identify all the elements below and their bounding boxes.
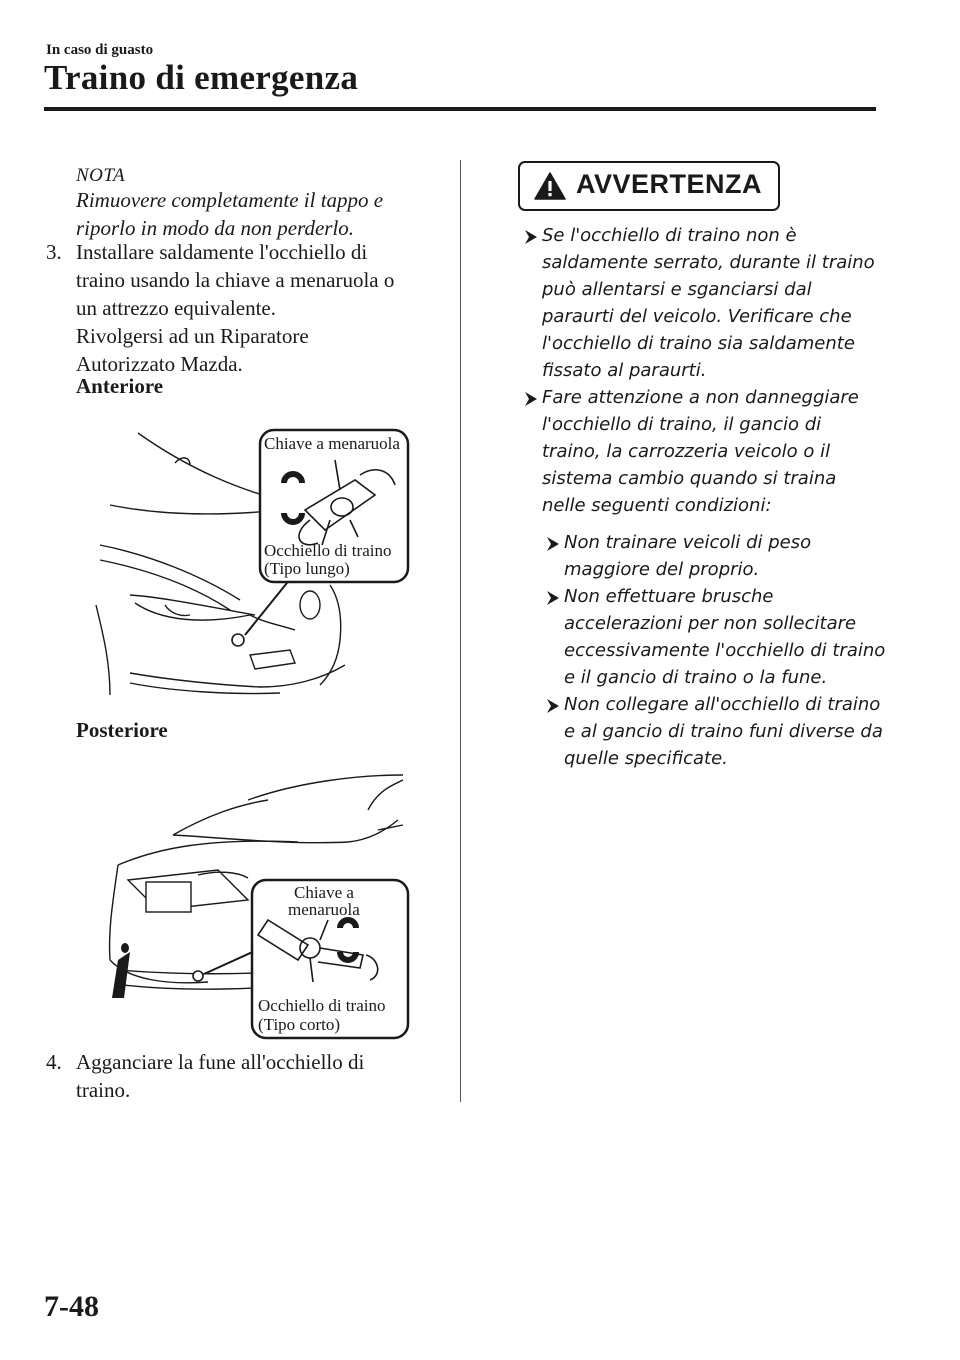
- bullet-line: traino, la carrozzeria veicolo o il: [542, 441, 831, 462]
- bullet-line: Fare attenzione a non danneggiare: [542, 387, 859, 408]
- step-number: 4.: [46, 1050, 62, 1074]
- note-line: riporlo in modo da non perderlo.: [76, 216, 355, 240]
- note-text: [76, 186, 383, 242]
- step-line: traino usando la chiave a menaruola o: [76, 268, 395, 292]
- note-heading: NOTA: [76, 165, 126, 186]
- step-line: Rivolgersi ad un Riparatore: [76, 324, 309, 348]
- callout-eye-type: (Tipo lungo): [264, 559, 350, 578]
- note-line: Rimuovere completamente il tappo e: [76, 188, 384, 212]
- arrow-bullet-icon: [546, 536, 560, 552]
- arrow-bullet-icon: [546, 698, 560, 714]
- left-column: [0, 0, 460, 1360]
- warning-header: [518, 161, 780, 211]
- callout-eye-type: (Tipo corto): [258, 1015, 341, 1034]
- rear-label: Posteriore: [76, 718, 168, 742]
- step-text: [76, 238, 394, 378]
- callout-wrench-1: Chiave a: [294, 883, 354, 902]
- bullet-line: maggiore del proprio.: [564, 559, 760, 580]
- step-line: Installare saldamente l'occhiello di: [76, 240, 368, 264]
- column-divider: [460, 160, 461, 1102]
- arrow-bullet-icon: [524, 229, 538, 245]
- bullet-line: Non trainare veicoli di peso: [564, 532, 812, 553]
- warning-sub-bullet: [564, 691, 883, 772]
- callout-eye: Occhiello di traino: [258, 996, 386, 1015]
- warning-triangle-icon: [534, 171, 566, 201]
- bullet-line: accelerazioni per non sollecitare: [564, 613, 857, 634]
- warning-title: AVVERTENZA: [576, 169, 763, 199]
- arrow-bullet-icon: [546, 590, 560, 606]
- step-line: Autorizzato Mazda.: [76, 352, 243, 376]
- bullet-line: l'occhiello di traino, il gancio di: [542, 414, 822, 435]
- warning-sub-bullet: [564, 529, 811, 583]
- front-label: Anteriore: [76, 374, 164, 398]
- step-line: un attrezzo equivalente.: [76, 296, 276, 320]
- callout-wrench: Chiave a menaruola: [264, 434, 400, 453]
- section-label: In caso di guasto: [46, 42, 154, 58]
- rear-tow-hook-illustration: [98, 770, 420, 1040]
- bullet-line: fissato al paraurti.: [542, 360, 707, 381]
- bullet-line: può allentarsi e sganciarsi dal: [542, 279, 812, 300]
- front-tow-hook-illustration: [90, 425, 420, 705]
- step-number: 3.: [46, 240, 62, 264]
- step-line: Agganciare la fune all'occhiello di: [76, 1050, 365, 1074]
- callout-eye: Occhiello di traino: [264, 541, 392, 560]
- warning-bullet: [542, 384, 859, 519]
- warning-bullet: [542, 222, 875, 384]
- bullet-line: e il gancio di traino o la fune.: [564, 667, 828, 688]
- step-text: [76, 1048, 364, 1104]
- bullet-line: saldamente serrato, durante il traino: [542, 252, 875, 273]
- bullet-line: quelle specificate.: [564, 748, 728, 769]
- bullet-line: e al gancio di traino funi diverse da: [564, 721, 883, 742]
- callout-wrench-2: menaruola: [288, 900, 360, 919]
- bullet-line: sistema cambio quando si traina: [542, 468, 837, 489]
- bullet-line: nelle seguenti condizioni:: [542, 495, 772, 516]
- bullet-line: paraurti del veicolo. Verificare che: [542, 306, 852, 327]
- arrow-bullet-icon: [524, 391, 538, 407]
- warning-sub-bullet: [564, 583, 885, 691]
- page-title: Traino di emergenza: [44, 58, 359, 97]
- bullet-line: Se l'occhiello di traino non è: [542, 225, 797, 246]
- bullet-line: eccessivamente l'occhiello di traino: [564, 640, 886, 661]
- bullet-line: Non effettuare brusche: [564, 586, 774, 607]
- bullet-line: l'occhiello di traino sia saldamente: [542, 333, 855, 354]
- bullet-line: Non collegare all'occhiello di traino: [564, 694, 881, 715]
- step-line: traino.: [76, 1078, 131, 1102]
- page-number: 7-48: [44, 1290, 99, 1323]
